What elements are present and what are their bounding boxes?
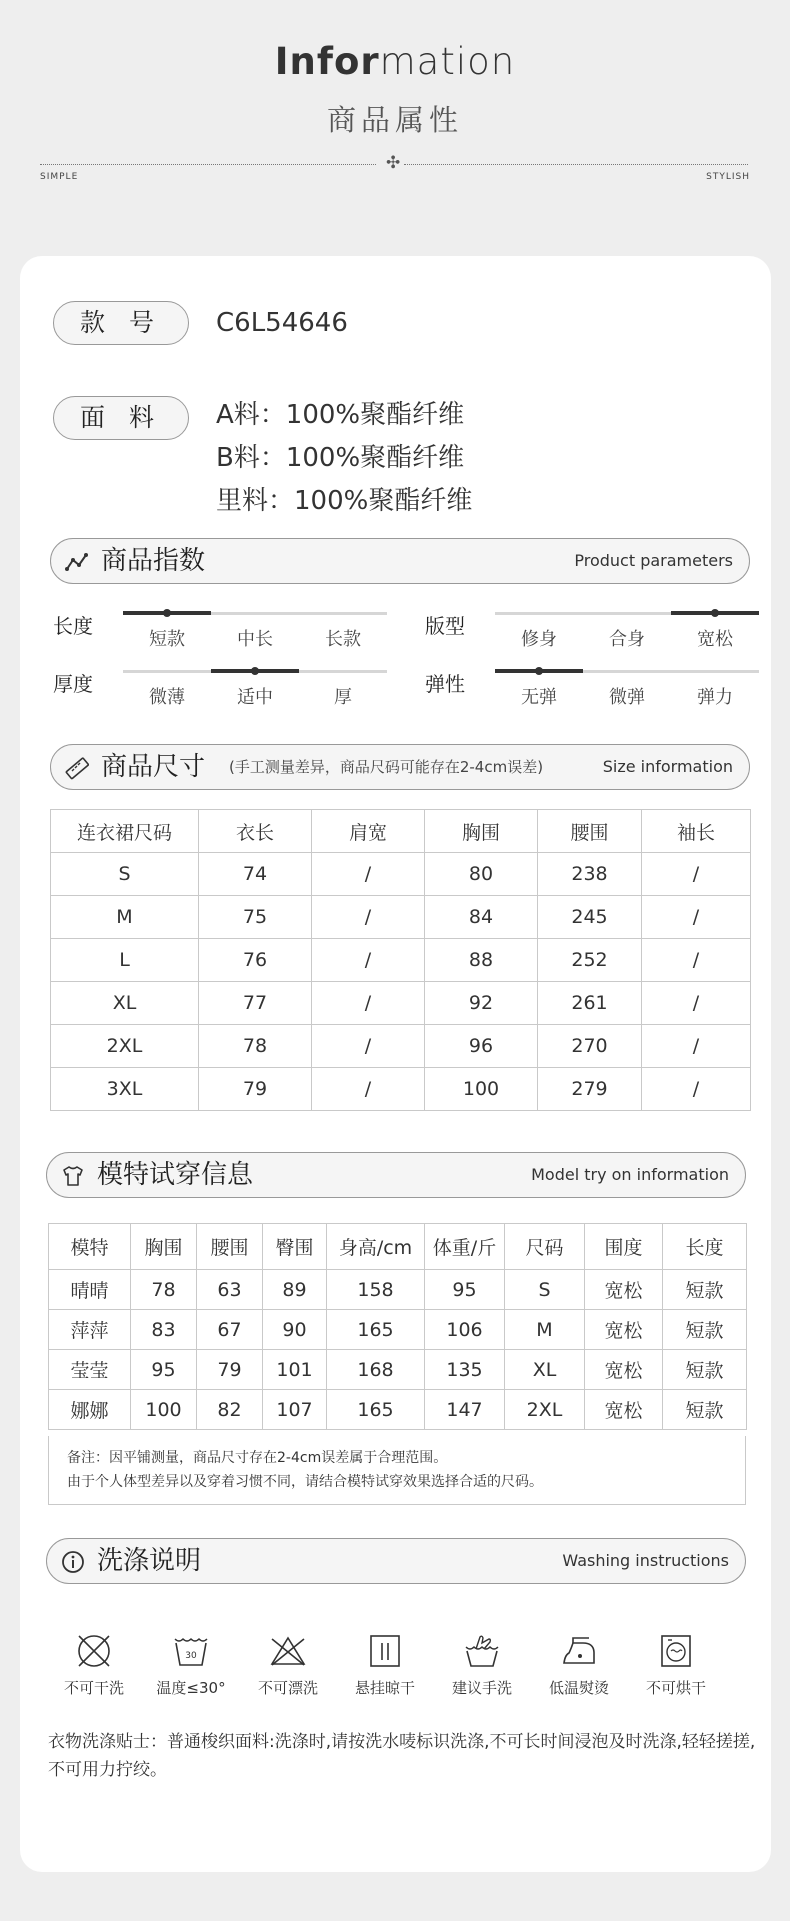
model-cell: 101 (263, 1350, 327, 1390)
table-header-cell: 臀围 (263, 1224, 327, 1270)
table-header-cell: 衣长 (199, 810, 312, 853)
table-header-cell: 模特 (49, 1224, 131, 1270)
table-header-cell: 连衣裙尺码 (51, 810, 199, 853)
size-cell: / (312, 982, 425, 1025)
model-cell: 宽松 (585, 1270, 663, 1310)
size-cell: / (312, 939, 425, 982)
size-title: 商品尺寸 (101, 752, 206, 782)
table-header-cell: 长度 (663, 1224, 747, 1270)
model-en: Model try on information (531, 1165, 729, 1184)
param-option: 短款 (149, 629, 185, 650)
info-card (20, 256, 771, 1872)
model-cell: 158 (327, 1270, 425, 1310)
size-cell: 270 (538, 1025, 642, 1068)
model-cell: 67 (197, 1310, 263, 1350)
wash-label: 温度≤30° (156, 1679, 226, 1697)
crosshair-icon: ✣ (386, 153, 401, 173)
model-cell: 宽松 (585, 1350, 663, 1390)
product-index-title: 商品指数 (101, 546, 206, 576)
model-cell: 107 (263, 1390, 327, 1430)
wash-item (539, 1631, 619, 1698)
model-cell: XL (505, 1350, 585, 1390)
size-header (50, 744, 750, 790)
wash-tips: 衣物洗涤贴士：普通梭织面料:洗涤时,请按洗水唛标识洗涤,不可长时间浸泡及时洗涤,轻轻搓搓,不可用力拧绞。 (48, 1732, 756, 1780)
size-cell: 76 (199, 939, 312, 982)
product-index-header (50, 538, 750, 584)
no-tumble-dry-icon (656, 1631, 696, 1671)
size-cell: 84 (425, 896, 538, 939)
size-cell: L (51, 939, 199, 982)
table-header-cell: 身高/cm (327, 1224, 425, 1270)
wash-header (46, 1538, 746, 1584)
header-subtitle: 商品属性 (326, 103, 463, 137)
size-cell: 100 (425, 1068, 538, 1111)
style-no-label: 款 号 (53, 301, 189, 345)
model-note-line: 由于个人体型差异以及穿着习惯不同，请结合模特试穿效果选择合适的尺码。 (67, 1474, 543, 1490)
wash-30-icon (171, 1631, 211, 1671)
table-header-cell: 腰围 (197, 1224, 263, 1270)
header-title-rest: mation (379, 40, 516, 83)
table-row (51, 982, 751, 1025)
wash-item (636, 1631, 716, 1698)
model-cell: 79 (197, 1350, 263, 1390)
model-cell: 娜娜 (49, 1390, 131, 1430)
size-cell: 96 (425, 1025, 538, 1068)
param-label: 厚度 (53, 672, 93, 696)
model-note-line: 备注：因平铺测量，商品尺寸存在2-4cm误差属于合理范围。 (67, 1450, 448, 1466)
model-cell: 106 (425, 1310, 505, 1350)
param-option: 微薄 (149, 687, 185, 708)
stylish-tag: STYLISH (706, 172, 750, 182)
wash-label: 建议手洗 (451, 1679, 512, 1697)
wash-item (151, 1631, 231, 1698)
model-cell: 135 (425, 1350, 505, 1390)
size-cell: 92 (425, 982, 538, 1025)
model-cell: 83 (131, 1310, 197, 1350)
size-cell: 80 (425, 853, 538, 896)
simple-tag: SIMPLE (40, 172, 79, 182)
wash-en: Washing instructions (562, 1551, 729, 1570)
size-cell: 261 (538, 982, 642, 1025)
size-cell: S (51, 853, 199, 896)
table-header-cell: 体重/斤 (425, 1224, 505, 1270)
param-option: 适中 (237, 687, 273, 708)
size-cell: 78 (199, 1025, 312, 1068)
size-cell: 75 (199, 896, 312, 939)
model-cell: 95 (425, 1270, 505, 1310)
param-selected-dot (711, 609, 719, 617)
param-option: 中长 (237, 629, 273, 650)
model-cell: 95 (131, 1350, 197, 1390)
model-cell: 100 (131, 1390, 197, 1430)
size-cell: 2XL (51, 1025, 199, 1068)
size-cell: / (312, 1068, 425, 1111)
style-no-value: C6L54646 (216, 308, 348, 338)
size-cell: XL (51, 982, 199, 1025)
table-row (51, 853, 751, 896)
size-cell: 245 (538, 896, 642, 939)
size-cell: / (312, 853, 425, 896)
size-cell: / (642, 1025, 751, 1068)
table-header-row (49, 1224, 747, 1270)
size-cell: 238 (538, 853, 642, 896)
header-title-bold: Infor (274, 40, 380, 83)
size-cell: 77 (199, 982, 312, 1025)
model-cell: 短款 (663, 1390, 747, 1430)
header-divider-right (404, 164, 748, 165)
low-iron-icon (559, 1631, 599, 1671)
model-cell: M (505, 1310, 585, 1350)
size-cell: / (642, 896, 751, 939)
model-cell: 宽松 (585, 1390, 663, 1430)
no-bleach-icon (268, 1631, 308, 1671)
model-cell: 63 (197, 1270, 263, 1310)
fabric-line: A料：100%聚酯纤维 (216, 400, 465, 430)
ruler-icon (65, 756, 89, 780)
size-cell: 3XL (51, 1068, 199, 1111)
model-cell: 晴晴 (49, 1270, 131, 1310)
param-selected-dot (163, 609, 171, 617)
table-header-cell: 胸围 (131, 1224, 197, 1270)
param-label: 弹性 (425, 672, 465, 696)
trend-line-icon (65, 550, 89, 574)
wash-label: 不可干洗 (63, 1679, 124, 1697)
param-label: 版型 (425, 614, 465, 638)
param-group (425, 658, 755, 728)
size-cell: 74 (199, 853, 312, 896)
model-note (48, 1436, 746, 1505)
table-row (51, 1068, 751, 1111)
model-cell: 147 (425, 1390, 505, 1430)
wash-label: 不可漂洗 (257, 1679, 318, 1697)
table-header-cell: 尺码 (505, 1224, 585, 1270)
model-header (46, 1152, 746, 1198)
hang-dry-icon (365, 1631, 405, 1671)
fabric-line: B料：100%聚酯纤维 (216, 443, 465, 473)
param-option: 合身 (609, 629, 645, 650)
size-cell: 88 (425, 939, 538, 982)
table-header-cell: 肩宽 (312, 810, 425, 853)
param-group (53, 658, 383, 728)
param-label: 长度 (53, 614, 93, 638)
product-index-en: Product parameters (574, 551, 733, 570)
size-cell: 79 (199, 1068, 312, 1111)
param-selected-dot (535, 667, 543, 675)
table-header-cell: 腰围 (538, 810, 642, 853)
table-header-row (51, 810, 751, 853)
wash-label: 不可烘干 (645, 1679, 706, 1697)
wash-title: 洗涤说明 (97, 1546, 202, 1576)
param-option: 弹力 (697, 687, 733, 708)
param-option: 修身 (521, 629, 557, 650)
size-cell: 279 (538, 1068, 642, 1111)
table-row (51, 1025, 751, 1068)
param-selected-dot (251, 667, 259, 675)
no-dry-clean-icon (74, 1631, 114, 1671)
size-en: Size information (602, 757, 733, 776)
table-header-cell: 围度 (585, 1224, 663, 1270)
header-title (0, 40, 790, 83)
size-cell: / (642, 1068, 751, 1111)
model-table (48, 1223, 747, 1430)
model-cell: 短款 (663, 1310, 747, 1350)
model-cell: 168 (327, 1350, 425, 1390)
model-cell: 165 (327, 1390, 425, 1430)
param-option: 长款 (325, 629, 361, 650)
size-cell: / (642, 939, 751, 982)
model-title: 模特试穿信息 (97, 1160, 254, 1190)
size-cell: / (312, 1025, 425, 1068)
wash-label: 低温熨烫 (548, 1679, 609, 1697)
model-cell: 宽松 (585, 1310, 663, 1350)
model-cell: 莹莹 (49, 1350, 131, 1390)
model-cell: 78 (131, 1270, 197, 1310)
header-divider-left (40, 164, 376, 165)
model-cell: S (505, 1270, 585, 1310)
model-cell: 短款 (663, 1350, 747, 1390)
model-cell: 82 (197, 1390, 263, 1430)
size-table (50, 809, 751, 1111)
info-icon (61, 1550, 85, 1574)
model-cell: 2XL (505, 1390, 585, 1430)
wash-label: 悬挂晾干 (354, 1679, 415, 1697)
wash-item (442, 1631, 522, 1698)
table-row (51, 896, 751, 939)
fabric-line: 里料：100%聚酯纤维 (216, 486, 473, 516)
table-row (49, 1350, 747, 1390)
size-cell: / (642, 853, 751, 896)
model-cell: 90 (263, 1310, 327, 1350)
table-row (49, 1310, 747, 1350)
model-cell: 165 (327, 1310, 425, 1350)
wash-item (248, 1631, 328, 1698)
table-row (49, 1390, 747, 1430)
table-header-cell: 袖长 (642, 810, 751, 853)
param-option: 无弹 (521, 687, 557, 708)
model-cell: 短款 (663, 1270, 747, 1310)
model-cell: 89 (263, 1270, 327, 1310)
wash-item (345, 1631, 425, 1698)
size-note: (手工测量差异，商品尺码可能存在2-4cm误差) (229, 758, 544, 776)
table-row (49, 1270, 747, 1310)
size-cell: / (642, 982, 751, 1025)
model-cell: 萍萍 (49, 1310, 131, 1350)
fabric-label: 面 料 (53, 396, 189, 440)
size-cell: M (51, 896, 199, 939)
param-option: 宽松 (697, 629, 733, 650)
table-header-cell: 胸围 (425, 810, 538, 853)
shirt-icon (61, 1164, 85, 1188)
param-option: 微弹 (609, 687, 645, 708)
param-option: 厚 (334, 687, 352, 708)
hand-wash-icon (462, 1631, 502, 1671)
size-cell: 252 (538, 939, 642, 982)
size-cell: / (312, 896, 425, 939)
table-row (51, 939, 751, 982)
svg-text:30: 30 (185, 1651, 197, 1661)
wash-item (54, 1631, 134, 1698)
